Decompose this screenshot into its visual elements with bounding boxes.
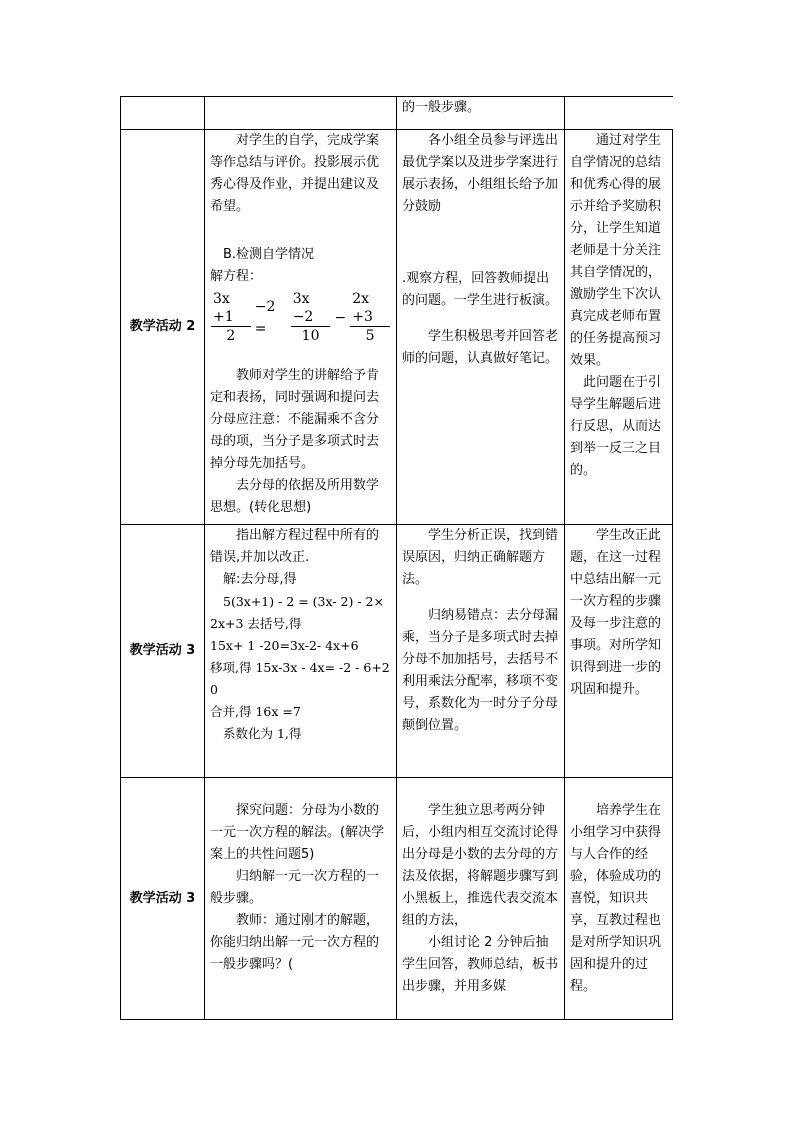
activity-label-cell — [121, 97, 205, 130]
teacher-text: 15x+ 1 -20=3x-2- 4x+6 — [210, 638, 359, 653]
purpose-text: 培养学生在小组学习中获得与人合作的经验，体验成功的喜悦，知识共享，互教过程也是对所学知识巩固和提升的过程。 — [570, 803, 662, 994]
student-activity-cell — [397, 130, 565, 525]
student-text: .观察方程，回答教师提出的问题。一学生进行板演。 — [402, 271, 559, 308]
fraction-denominator: 2 — [226, 328, 236, 344]
teacher-text: 指出解方程过程中所有的错误,并加以改正. — [210, 528, 380, 565]
fraction-numerator: 3x −2 — [291, 290, 331, 327]
student-activity-cell — [397, 778, 565, 1020]
table-row — [121, 130, 673, 525]
activity-label: 教学活动 3 — [121, 778, 205, 1020]
activity-label: 教学活动 3 — [121, 525, 205, 778]
teacher-text: 归纳解一元一次方程的一般步骤。 — [210, 869, 380, 906]
fraction — [291, 290, 331, 345]
teacher-text: 合并,得 16x =7 — [210, 704, 301, 719]
teacher-text: 教师对学生的讲解给予肯定和表扬，同时强调和提问去分母应注意：不能漏乘不含分母的项，当分子是多项式时去掉分母先加括号。 — [210, 368, 380, 471]
design-purpose-cell — [565, 130, 673, 525]
teacher-text: 去分母的依据及所用数学思想。(转化思想) — [210, 478, 380, 515]
student-text: 各小组全员参与评选出最优学案以及进步学案进行展示表扬，小组组长给予加分鼓励 — [402, 133, 559, 214]
student-text: 学生分析正误，找到错误原因，归纳正确解题方法。 — [402, 528, 559, 587]
fraction — [350, 290, 390, 345]
student-text: 学生独立思考两分钟后，小组内相互交流讨论得出分母是小数的去分母的方法及依据，将解题步骤写到小黑板上，推选代表交流本组的方法， — [402, 803, 559, 928]
equation-operator: −2 = — [254, 298, 276, 337]
student-text: 小组讨论 2 分钟后抽学生回答，教师总结，板书出步骤，并用多媒 — [402, 935, 559, 994]
purpose-text: 学生改正此题，在这一过程中总结出解一元一次方程的步骤及每一步注意的事项。对所学知识得到进一步的巩固和提升。 — [570, 528, 662, 697]
teacher-text: 探究问题：分母为小数的一元一次方程的解法。(解决学案上的共性问题5) — [210, 803, 385, 862]
student-text: 归纳易错点：去分母漏乘，当分子是多项式时去掉分母不加加括号，去括号不利用乘法分配率，移项不变号，系数化为一时分子分母颠倒位置。 — [402, 608, 559, 733]
fraction — [211, 290, 251, 345]
equation-operator: − — [334, 309, 347, 326]
teacher-text: 教师：通过刚才的解题，你能归纳出解一元一次方程的一般步骤吗？( — [210, 913, 380, 972]
fraction-numerator: 3x +1 — [211, 290, 251, 327]
fraction-numerator: 2x +3 — [350, 290, 390, 327]
table-row — [121, 525, 673, 778]
purpose-text: 此问题在于引导学生解题后进行反思，从而达到举一反三之目的。 — [570, 375, 662, 478]
teacher-text: 解:去分母,得 — [223, 572, 297, 587]
student-text: 的一般步骤。 — [402, 100, 481, 115]
student-activity-cell — [397, 97, 565, 130]
design-purpose-cell — [565, 97, 673, 130]
teacher-text: 移项,得 15x-3x - 4x= -2 - 6+20 — [210, 660, 390, 697]
activity-label: 教学活动 2 — [121, 130, 205, 525]
student-activity-cell — [397, 525, 565, 778]
teacher-activity-cell — [205, 130, 397, 525]
fraction-denominator: 10 — [301, 328, 320, 344]
teacher-activity-cell — [205, 97, 397, 130]
teacher-text: 对学生的自学，完成学案等作总结与评价。投影展示优秀心得及作业，并提出建议及希望。 — [210, 133, 380, 214]
table-row — [121, 97, 673, 130]
equation — [210, 290, 391, 345]
table-row — [121, 778, 673, 1020]
fraction-denominator: 5 — [365, 328, 375, 344]
teacher-activity-cell — [205, 778, 397, 1020]
teacher-text: 5(3x+1) - 2 = (3x- 2) - 2×2x+3 去括号,得 — [210, 594, 384, 631]
teacher-text: 解方程： — [210, 269, 263, 284]
design-purpose-cell — [565, 525, 673, 778]
teacher-text: 系数化为 1,得 — [223, 726, 302, 741]
teacher-activity-cell — [205, 525, 397, 778]
teacher-text: B.检测自学情况 — [223, 247, 315, 262]
design-purpose-cell — [565, 778, 673, 1020]
purpose-text: 通过对学生自学情况的总结和优秀心得的展示并给予奖励积分，让学生知道老师是十分关注其自学情况的，激励学生下次认真完成老师布置的任务提高预习效果。 — [570, 133, 662, 368]
student-text: 学生积极思考并回答老师的问题，认真做好笔记。 — [402, 329, 559, 366]
lesson-plan-table — [120, 96, 673, 1020]
